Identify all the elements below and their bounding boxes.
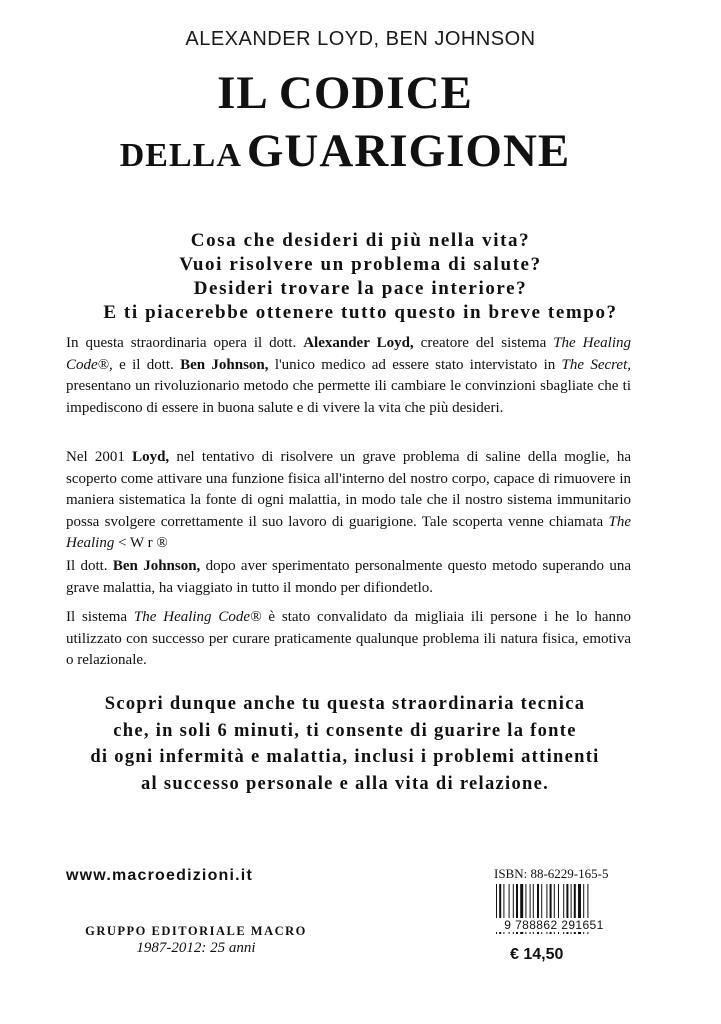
text-run: < W r ®	[114, 535, 168, 551]
book-ref-healing-code: The Healing Code®,	[66, 335, 632, 373]
text-run: nel tentativo di risolvere un grave problema di saline della moglie, ha scoperto come attivare una funzione fisica all'interno del nostro corpo, capace di rimuovere in maniera sistematica la fonte di ogni malattia, in modo tale che il nostro sistema immunitario possa svolgere correttamente il suo lavoro di guarigione. Tale scoperta venne chiamata	[66, 449, 631, 530]
author-name-johnson: Ben Johnson,	[112, 558, 201, 574]
text-run: Nel 2001	[66, 449, 133, 465]
author-name-loyd: Alexander Loyd,	[303, 335, 414, 351]
questions-block	[0, 229, 721, 325]
question-line: Cosa che desideri di più nella vita?	[190, 230, 531, 251]
book-ref-healing-code: The Healing Code®	[133, 609, 262, 625]
closing-line: di ogni infermità e malattia, inclusi i problemi attinenti	[90, 747, 600, 767]
title-word-della: DELLA	[119, 137, 242, 174]
author-name-loyd: Loyd,	[132, 449, 170, 465]
closing-line: Scopri dunque anche tu questa straordinaria tecnica	[104, 694, 586, 714]
book-ref-healing-code: The Healing	[66, 513, 631, 551]
text-run: In questa straordinaria opera il dott.	[66, 335, 304, 351]
text-run: Il sistema	[66, 609, 134, 625]
question-line: Vuoi risolvere un problema di salute?	[179, 254, 542, 275]
closing-statement	[0, 691, 690, 797]
book-title-line2	[0, 124, 690, 178]
publisher-website: www.macroedizioni.it	[66, 867, 253, 884]
body-paragraph-1	[66, 333, 631, 419]
closing-line: al successo personale e alla vita di relazione.	[140, 773, 550, 794]
text-run: e il dott.	[112, 356, 181, 373]
publisher-anniversary: 1987-2012: 25 anni	[136, 940, 256, 956]
text-run: l'unico medico ad essere stato intervistato in	[268, 356, 562, 373]
publisher-name: GRUPPO EDITORIALE MACRO	[85, 924, 307, 938]
text-run: dopo aver sperimentato personalmente questo metodo superando una grave malattia, ha viaggiato in tutto il mondo per difiondetlo.	[66, 558, 632, 596]
barcode-digits: 9 788862 291651	[484, 918, 624, 932]
book-title-line1: IL CODICE	[217, 67, 473, 119]
isbn-label: ISBN: 88-6229-165-5	[494, 866, 609, 881]
body-paragraph-4	[66, 607, 631, 672]
body-paragraph-2	[66, 447, 631, 555]
text-run: è stato convalidato da migliaia ili persone i he lo hanno utilizzato con successo per curare praticamente qualunque problema ili natura fisica, emotiva o relazionale.	[66, 609, 632, 668]
text-run: creatore del sistema	[413, 335, 554, 351]
authors-line: ALEXANDER LOYD, BEN JOHNSON	[185, 28, 536, 50]
price-label: € 14,50	[510, 946, 564, 963]
text-run: Il dott.	[66, 558, 113, 574]
author-name-johnson: Ben Johnson,	[180, 356, 269, 373]
book-ref-the-secret: The Secret,	[561, 356, 632, 373]
body-paragraph-3	[66, 556, 631, 599]
title-word-guarigione: GUARIGIONE	[246, 125, 571, 177]
closing-line: che, in soli 6 minuti, ti consente di guarire la fonte	[113, 720, 577, 741]
text-run: presentano un rivoluzionario metodo che permette ili cambiare le convinzioni sbagliate che ti impediscono di essere in buona salute e di vivere la vita che più desideri.	[66, 378, 631, 416]
question-line: E ti piacerebbe ottenere tutto questo in breve tempo?	[103, 302, 618, 323]
question-line: Desideri trovare la pace interiore?	[193, 278, 528, 299]
